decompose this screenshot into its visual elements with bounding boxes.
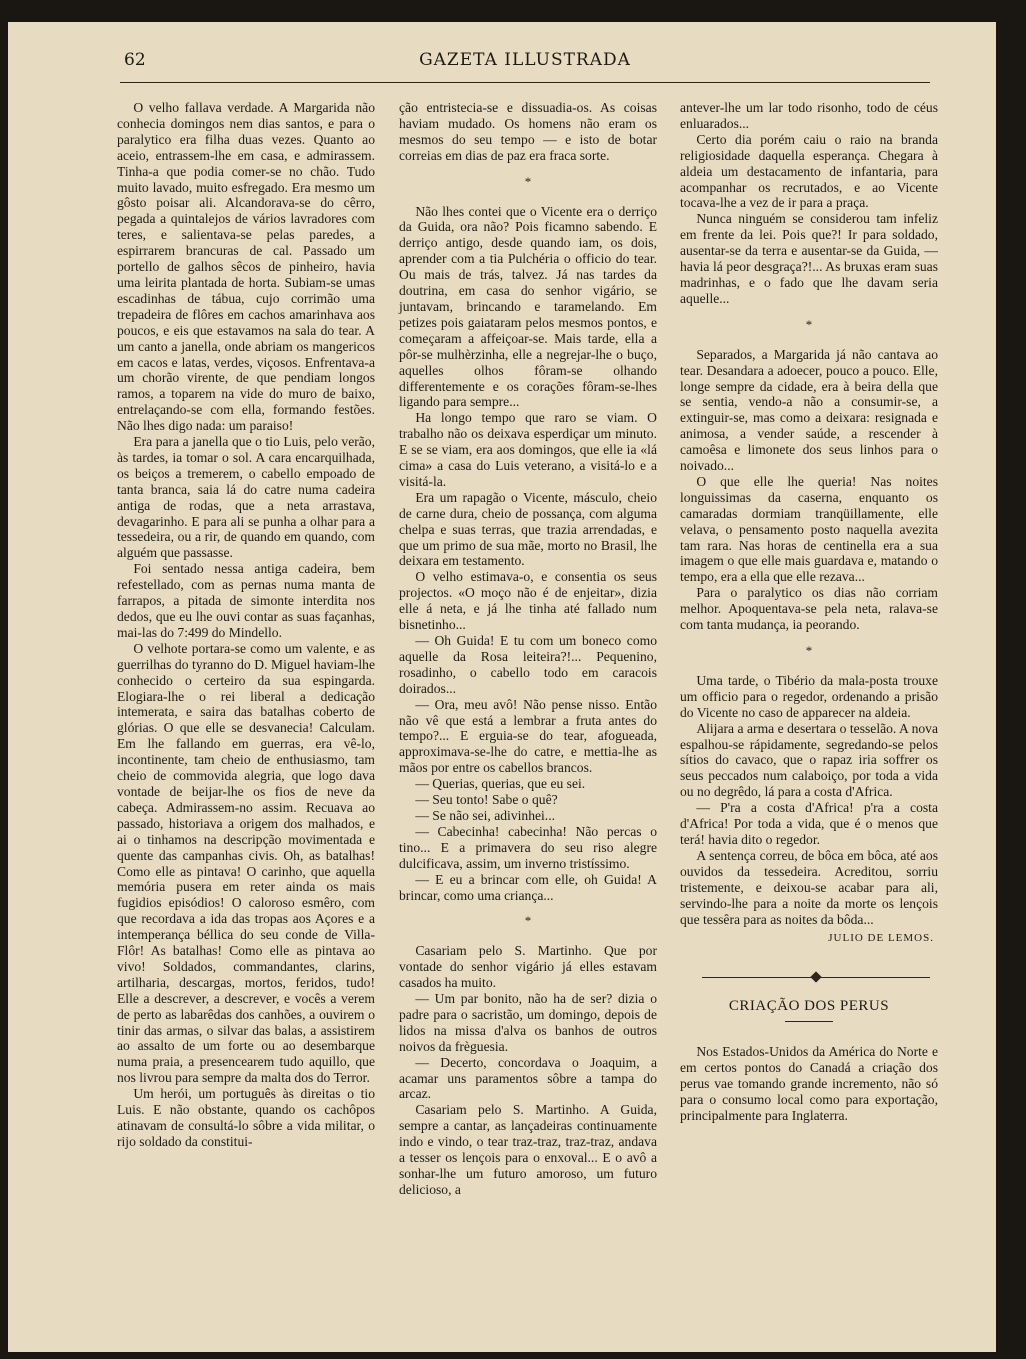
page-header <box>110 48 940 78</box>
paragraph: — Seu tonto! Sabe o quê? <box>415 792 558 808</box>
paragraph: Uma tarde, o Tibério da mala-posta trouxe um officio para o regedor, ordenando a prisão do Vicente no caso de apparecer na aldeia. <box>680 672 938 720</box>
paragraph: Certo dia porém caiu o raio na branda religiosidade daquella esperança. Chegara à aldeia um destacamento de infantaria, para acompanhar os recrutados, e ao Vicente tocava-lhe a vez de ir para a praça. <box>680 131 938 211</box>
paragraph: Ha longo tempo que raro se viam. O trabalho não os deixava esperdiçar um minuto. E se se viam, era aos domingos, que elle ia «lá cima» a casa do Luis veterano, a visitá-lo e a visitá-la. <box>399 410 657 489</box>
column-2 <box>399 100 657 1198</box>
section-separator: * <box>805 316 813 332</box>
paragraph: antever-lhe um lar todo risonho, todo de céus enluarados... <box>680 100 938 131</box>
title-rule <box>785 1021 833 1022</box>
paragraph: — P'ra a costa d'Africa! p'ra a costa d'Africa! Por toda a vida, que é o menos que terá! havia dito o regedor. <box>680 800 938 847</box>
paragraph: Era um rapagão o Vicente, másculo, cheio de carne dura, cheio de possança, com alguma chelpa e suas terras, que trazia arrendadas, e que um primo de sua mãe, morto no Brasil, lhe deixara em testamento. <box>399 489 657 569</box>
paragraph: Casariam pelo S. Martinho. A Guida, sempre a cantar, as lançadeiras continuamente indo e vindo, o tear traz-traz, traz-traz, andava a tesser os lençois para o enxoval... E o avô a sonhar-lhe um futuro amoroso, um futuro delicioso, a <box>399 1102 657 1197</box>
paragraph: — Ora, meu avô! Não pense nisso. Então não vê que está a lembrar a fruta antes do tempo?... E erguia-se do tear, afogueada, approximava-se-lhe do catre, e mettia-lhe as mãos por entre os cabellos brancos. <box>399 696 657 776</box>
paragraph: A sentença correu, de bôca em bôca, até aos ouvidos da tessedeira. Acreditou, sorriu tristemente, e deixou-se acabar para ali, servindo-lhe para a noite da morte os lençois que tessêra para as noites da bôda... <box>680 847 938 927</box>
paragraph: O velho estimava-o, e consentia os seus projectos. «O moço não é de enjeitar», dizia elle á neta, e já lhe tinha até fallado num bisnetinho... <box>399 569 657 633</box>
section-separator: * <box>805 643 813 658</box>
column-1 <box>117 100 375 1150</box>
paragraph: — Um par bonito, não ha de ser? dizia o padre para o sacristão, um domingo, depois de lidos na missa d'alva os banhos de outros noivos da frèguesia. <box>399 991 657 1054</box>
paragraph: Foi sentado nessa antiga cadeira, bem refestellado, com as pernas numa manta de farrapos, a pitada de simonte interdita nos dedos, que eu lhe ouvi contar as suas façanhas, mai-las do 7:499 do Mindello. <box>117 561 375 640</box>
paragraph: ção entristecia-se e dissuadia-os. As coisas haviam mudado. Os homens não eram os mesmos do seu tempo — e isto de botar correias em dias de paz era fraca sorte. <box>399 100 657 163</box>
page-number: 62 <box>124 50 146 70</box>
paragraph: — E eu a brincar com elle, oh Guida! A brincar, como uma criança... <box>399 871 657 903</box>
paragraph: Era para a janella que o tio Luis, pelo verão, às tardes, ia tomar o sol. A cara encarquilhada, os beiços a tremerem, o cabello empoado de tanta branca, saia lá do catre numa cadeira antiga de rodas, que a neta arrastava, devagarinho. E para ali se punha a olhar para a tessedeira, ou a rir, de quando em quando, com alguém que passasse. <box>117 434 375 561</box>
paragraph: Nos Estados-Unidos da América do Norte e em certos pontos do Canadá a criação dos perus vae tomando grande incremento, não só para o consumo local como para exportação, principalmente para Inglaterra. <box>680 1044 938 1123</box>
paragraph: Para o paralytico os dias não corriam melhor. Apoquentava-se pela neta, ralava-se com tanta mudança, ia peorando. <box>680 585 938 633</box>
paragraph: — Querias, querias, que eu sei. <box>415 776 586 792</box>
section-separator: * <box>524 913 532 929</box>
paragraph: Um herói, um português às direitas o tio Luis. E não obstante, quando os cachôpos atinavam de consultá-lo sôbre a vida militar, o rijo soldado da constitui- <box>117 1086 375 1149</box>
paragraph: Separados, a Margarida já não cantava ao tear. Desandara a adoecer, pouco a pouco. Elle, longe sempre da cidade, era à beira della que se sentia, vendo-a não a consumir-se, a extinguir-se, mas como a deixara: resignada e animosa, a vender saúde, a rescender à camoêsa e limonete dos seus linhos para o noivado... <box>680 346 938 474</box>
article-title: CRIAÇÃO DOS PERUS <box>728 998 890 1015</box>
paragraph: — Oh Guida! E tu com um boneco como aquelle da Rosa leiteira?!... Pequenino, rosadinho, o cabello todo em caracois doirados... <box>399 633 657 696</box>
article-divider <box>702 969 930 985</box>
paragraph: Não lhes contei que o Vicente era o derriço da Guida, ora não? Pois ficamno sabendo. E derriço antigo, desde quando iam, os dois, aprender com a tia Pulchéria o officio do tear. Ou mais de trás, talvez. Já nas tardes da doutrina, em casa do senhor vigário, se juntavam, brincando e taramelando. Em petizes pois gaiataram pelos mesmos pontos, e começaram a affeiçoar-se. Mais tarde, ella a pôr-se mulhèrzinha, elle a negrejar-lhe o buço, aquelles olhos fôram-se olhando differentemente e os corações fôram-se-lhes ligando para sempre... <box>399 203 657 410</box>
paragraph: O velho fallava verdade. A Margarida não conhecia domingos nem dias santos, e para o paralytico era filha duas vezes. Quanto ao aceio, entrassem-lhe em casa, e admirassem. Tinha-a que podia comer-se no chão. Tudo muito lavado, muito esfregado. Era mesmo um gôsto poisar ali. Alcandorava-se do cêrro, pegada a quintalejos de vários lavradores com teres, e salientava-se pelas paredes, a espirrarem brancuras de cal. Passado um portello de galhos sêcos de pinheiro, havia uma leirita plantada de horta. Subiam-se umas escadinhas de tábua, cujo corrimão uma trepadeira de flôres em cachos amarinhava aos poucos, e eis que estavamos na sala do tear. A um canto a janella, onde abriam os mangericos em cacos e latas, verdes, viçosos. Enfrentava-a um chorão virente, de que pendiam longos ramos, a toparem na vide do muro de baixo, entrelaçando-se com ella, formando festões. Não lhes digo nada: um paraiso! <box>117 100 375 434</box>
paragraph: Casariam pelo S. Martinho. Que por vontade do senhor vigário já elles estavam casados ha muito. <box>399 943 657 991</box>
header-rule <box>120 82 930 83</box>
divider-ornament <box>810 972 821 983</box>
paragraph: — Decerto, concordava o Joaquim, a acamar uns paramentos sôbre a tampa do arcaz. <box>399 1054 657 1102</box>
paragraph: Nunca ninguém se considerou tam infeliz em frente da lei. Pois que?! Ir para soldado, ausentar-se da terra e ausentar-se da Guida, — havia lá peor desgraça?!... As bruxas eram suas madrinhas, e o fado que lhe davam seria aquelle... <box>680 211 938 306</box>
paragraph: — Cabecinha! cabecinha! Não percas o tino... E a primavera do seu riso alegre dulcificava, assim, um inverno tristíssimo. <box>399 823 657 871</box>
paragraph: O que elle lhe queria! Nas noites longuissimas da caserna, enquanto os camaradas dormiam tranqüillamente, elle velava, o pensamento posto naquella avezita tam rara. Nas horas de centinella era a sua imagem o que elle mais guardava e, matando o tempo, era a ella que elle rezava... <box>680 473 938 585</box>
publication-title: GAZETA ILLUSTRADA <box>419 50 631 70</box>
section-separator: * <box>524 173 532 189</box>
author-signature: JULIO DE LEMOS. <box>828 932 934 945</box>
column-3 <box>680 100 938 1124</box>
page-edge-shadow <box>996 0 1026 1359</box>
paragraph: Alijara a arma e desertara o tesselão. A nova espalhou-se rápidamente, segredando-se pelos sítios do cavaco, que o rapaz iria soffrer os seus peccados num calaboiço, por toda a vida ou no degrêdo, lá para a costa d'Africa. <box>680 720 938 800</box>
paragraph: — Se não sei, adivinhei... <box>415 807 556 823</box>
paragraph: O velhote portara-se como um valente, e as guerrilhas do tyranno do D. Miguel haviam-lhe conhecido o certeiro da sua espingarda. Elogiara-lhe o rei liberal a dedicação intemerata, e saira das batalhas coberto de glórias. O que elle se desvanecia! Calculam. Em lhe fallando em guerras, era vê-lo, incontinente, tam cheio de enthusiasmo, tam cheio de commovida alegria, que logo dava vontade de beijar-lhe os fios de neve da cabeça. Admirassem-no assim. Recuava ao passado, historiava a origem dos malhados, e ai o tinhamos na descripção movimentada e quente das campanhas civis. Oh, as batalhas! Como elle as pintava! O carinho, que aquella memória pusera em reter ainda os mais fugidios episódios! O caloroso esmêro, com que recordava a ida das tropas aos Açores e a intemperança béllica do seu conde de Villa-Flôr! As batalhas! Como elle as pintava ao vivo! Soldados, commandantes, clarins, artilharia, descargas, mortos, feridos, tudo! Elle a descrever, a descrever, e vocês a verem de perto as labarêdas dos canhões, a ouvirem o tinir das armas, o silvar das balas, a assistirem ao assalto de um forte ou ao desembarque numa praia, a presencearem tudo aquillo, que nos livrou para sempre da malta dos do Terror. <box>117 640 375 1086</box>
